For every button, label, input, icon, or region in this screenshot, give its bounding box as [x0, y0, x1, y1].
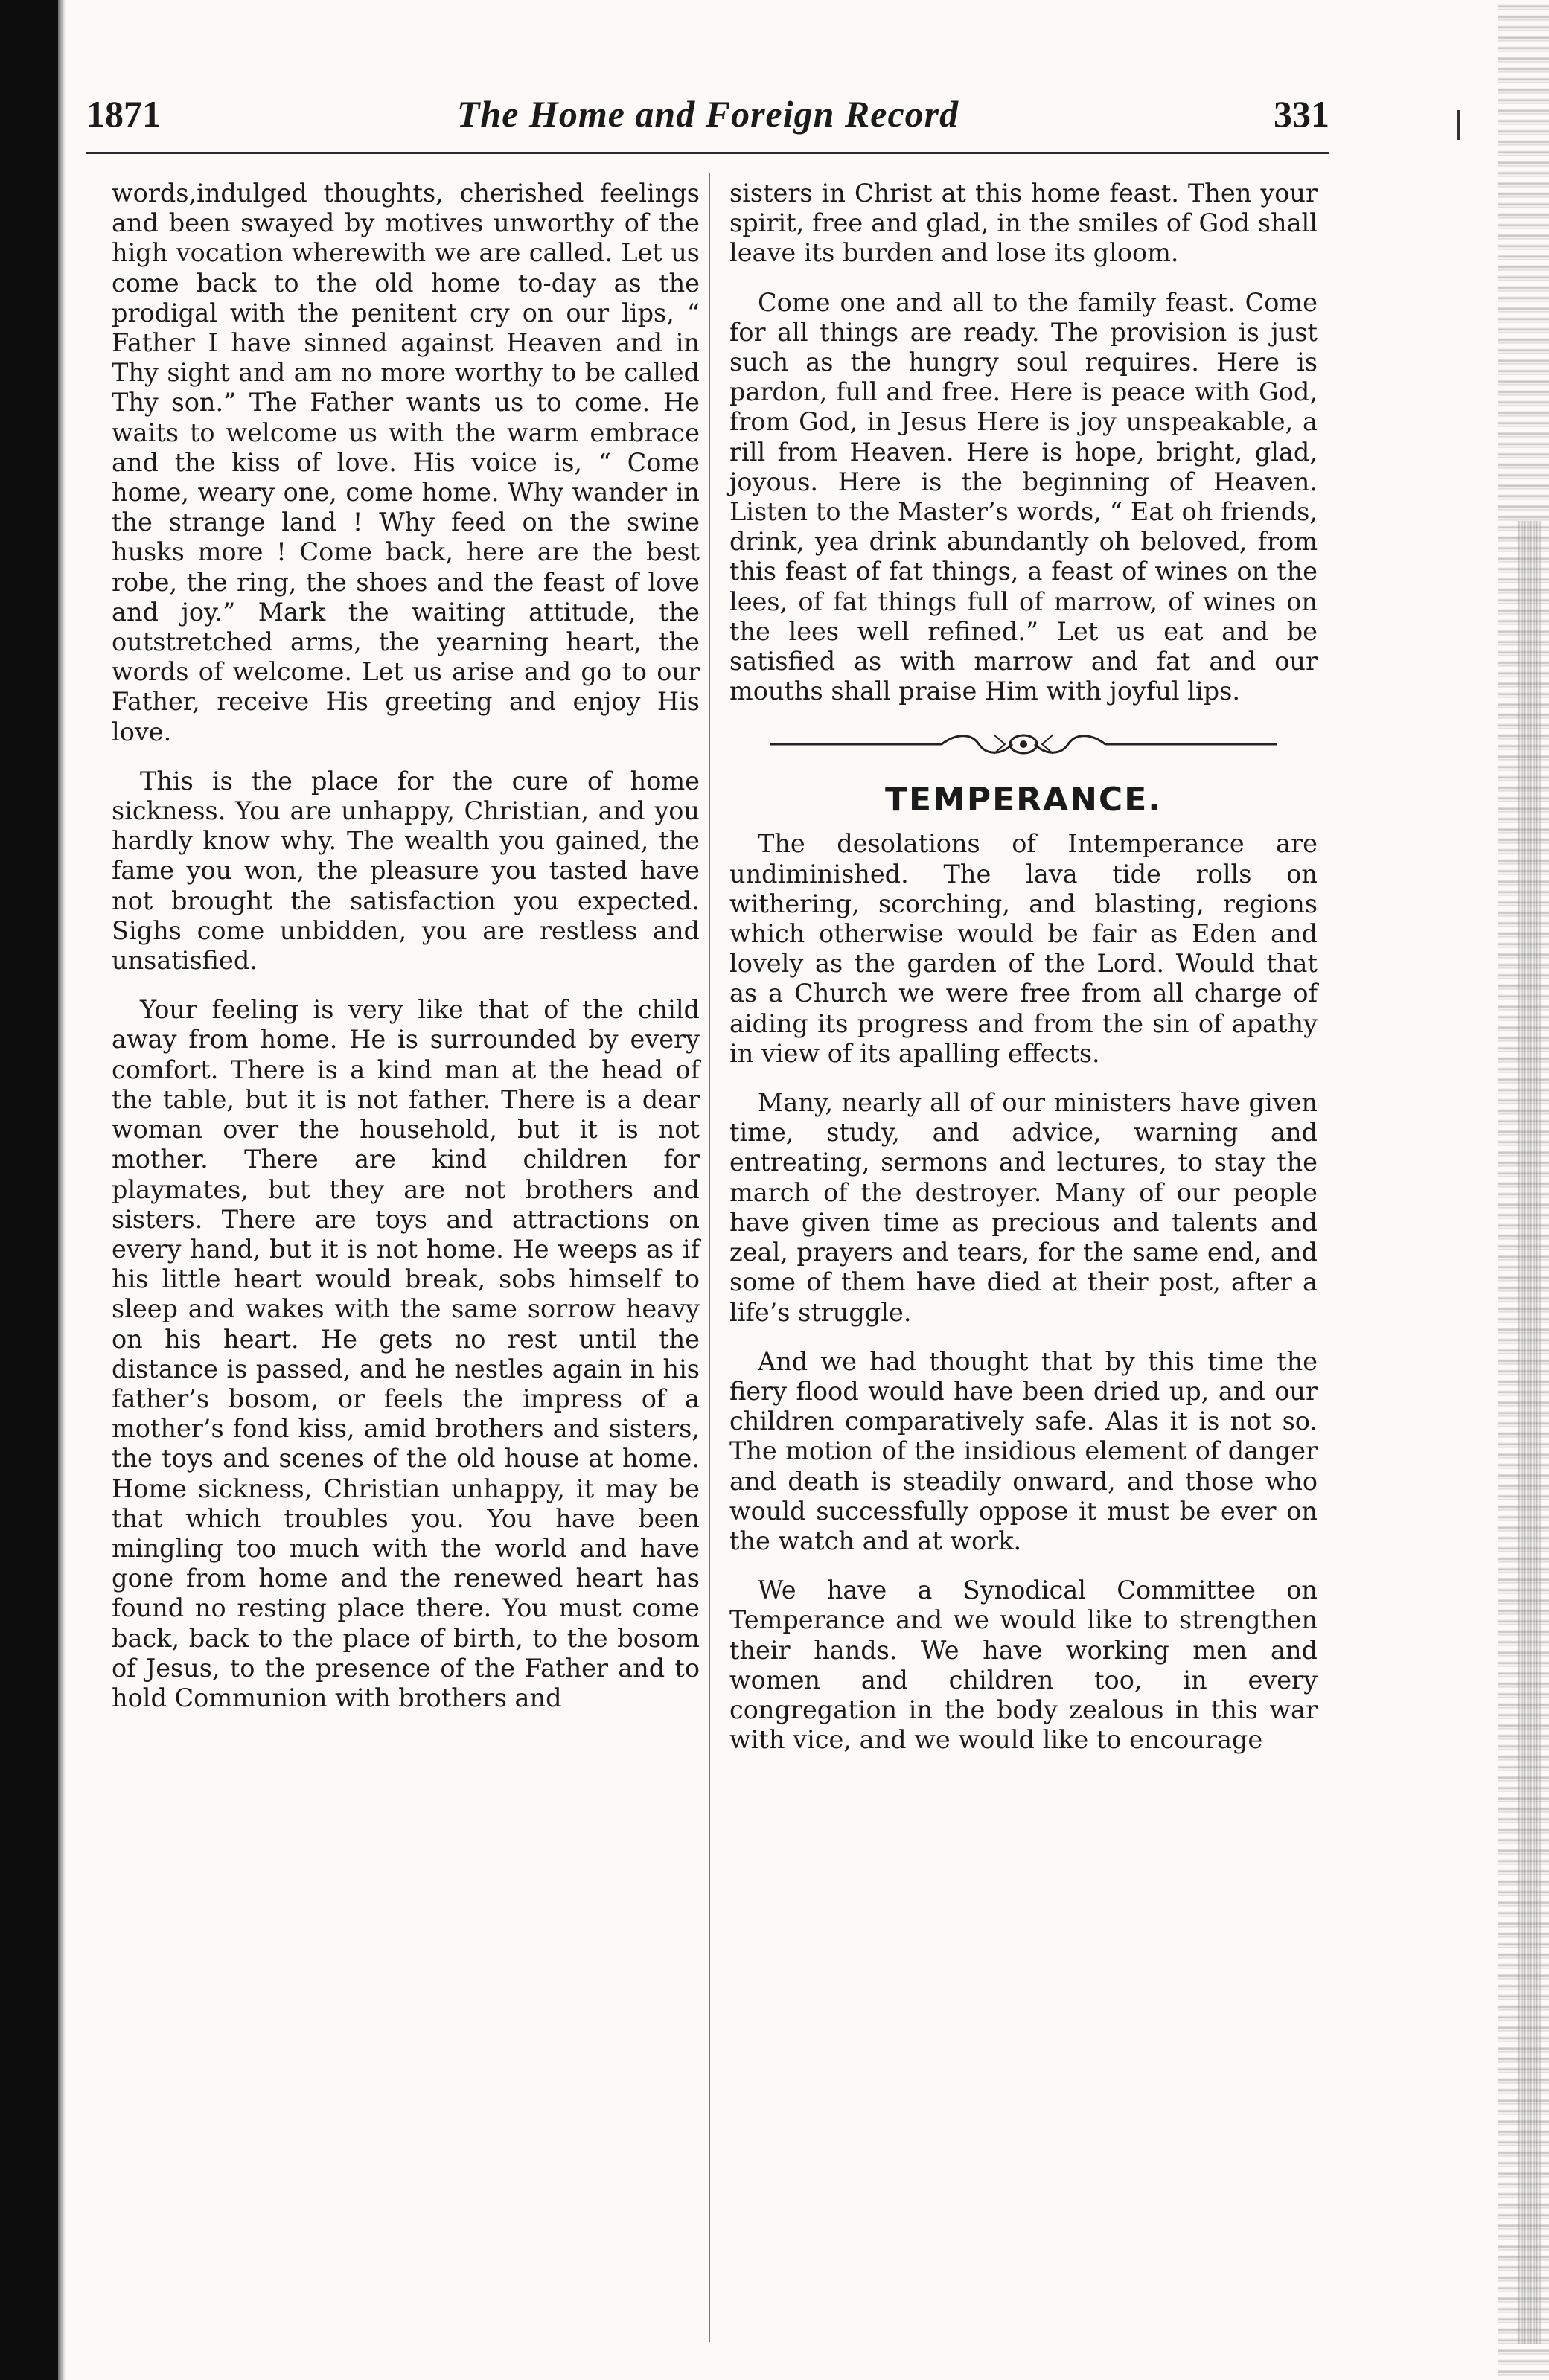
paragraph: sisters in Christ at this home feast. Then your spirit, free and glad, in the smiles of God shall leave its burden and lose its gloom.: [729, 179, 1318, 268]
paragraph: Many, nearly all of our ministers have given time, study, and advice, warning and entreating, sermons and lectures, to stay the march of the destroyer. Many of our people have given time as precious and talents and zeal, prayers and tears, for the same end, and some of them have died at their post, after a life’s struggle.: [729, 1088, 1318, 1327]
column-divider: [709, 173, 710, 2342]
header-year: 1871: [86, 93, 161, 135]
running-header: [86, 92, 1329, 146]
spine-edge-gradient: [58, 0, 66, 2380]
left-column: [112, 179, 700, 1733]
book-spine-shadow: [0, 0, 58, 2380]
header-title: The Home and Foreign Record: [456, 93, 959, 135]
paragraph: And we had thought that by this time the fiery flood would have been dried up, and our children comparatively safe. Alas it is not so. The motion of the insidious element of danger and death is steadily onward, and those who would successfully oppose it must be ever on the watch and at work.: [729, 1346, 1318, 1555]
section-title: TEMPERANCE.: [885, 781, 1162, 819]
ornamental-divider-icon: [756, 726, 1291, 763]
paragraph: Your feeling is very like that of the child away from home. He is surrounded by every comfort. There is a kind man at the head of the table, but it is not father. There is a dear woman over the household, but it is not mother. There are kind children for playmates, but they are not brothers and sisters. There are toys and attractions on every hand, but it is not home. He weeps as if his little heart would break, sobs himself to sleep and wakes with the same sorrow heavy on his heart. He gets no rest until the distance is passed, and he nestles again in his father’s bosom, or feels the impress of a mother’s fond kiss, amid brothers and sisters, the toys and scenes of the old house at home. Home sickness, Christian unhappy, it may be that which troubles you. You have been mingling too much with the world and have gone from home and the renewed heart has found no resting place there. You must come back, back to the place of birth, to the bosom of Jesus, to the presence of the Father and to hold Communion with brothers and: [112, 995, 700, 1712]
header-rule: [86, 152, 1329, 154]
paragraph: The desolations of Intemperance are undiminished. The lava tide rolls on withering, scorching, and blasting, regions which otherwise would be fair as Eden and lovely as the garden of the Lord. Would that as a Church we were free from all charge of aiding its progress and from the sin of apathy in view of its apalling effects.: [729, 829, 1318, 1068]
paragraph: Come one and all to the family feast. Come for all things are ready. The provision is just such as the hungry soul requires. Here is pardon, full and free. Here is peace with God, from God, in Jesus Here is joy unspeakable, a rill from Heaven. Here is hope, bright, glad, joyous. Here is the beginning of Heaven. Listen to the Master’s words, “ Eat oh friends, drink, yea drink abundantly oh beloved, from this feast of fat things, a feast of wines on the lees, of fat things full of marrow, of wines on the lees well refined.” Let us eat and be satisfied as with marrow and fat and our mouths shall praise Him with joyful lips.: [729, 287, 1318, 706]
right-column: [729, 179, 1318, 1774]
margin-mark: [1457, 110, 1460, 140]
page-number: 331: [1274, 93, 1329, 135]
paragraph: This is the place for the cure of home sickness. You are unhappy, Christian, and you hardly know why. The wealth you gained, the fame you won, the pleasure you tasted have not brought the satisfaction you expected. Sighs come unbidden, you are restless and unsatisfied.: [112, 766, 700, 976]
paragraph: words,indulged thoughts, cherished feelings and been swayed by motives unworthy of the high vocation wherewith we are called. Let us come back to the old home to-day as the prodigal with the penitent cry on our lips, “ Father I have sinned against Heaven and in Thy sight and am no more worthy to be called Thy son.” The Father wants us to come. He waits to welcome us with the warm embrace and the kiss of love. His voice is, “ Come home, weary one, come home. Why wander in the strange land ! Why feed on the swine husks more ! Come back, here are the best robe, the ring, the shoes and the feast of love and joy.” Mark the waiting attitude, the outstretched arms, the yearning heart, the words of welcome. Let us arise and go to our Father, receive His greeting and enjoy His love.: [112, 179, 700, 746]
paragraph: We have a Synodical Committee on Temperance and we would like to strengthen their hands. We have working men and women and children too, in every congregation in the body zealous in this war with vice, and we would like to encourage: [729, 1576, 1318, 1755]
page-edge-noise-dark: [1518, 521, 1541, 2344]
